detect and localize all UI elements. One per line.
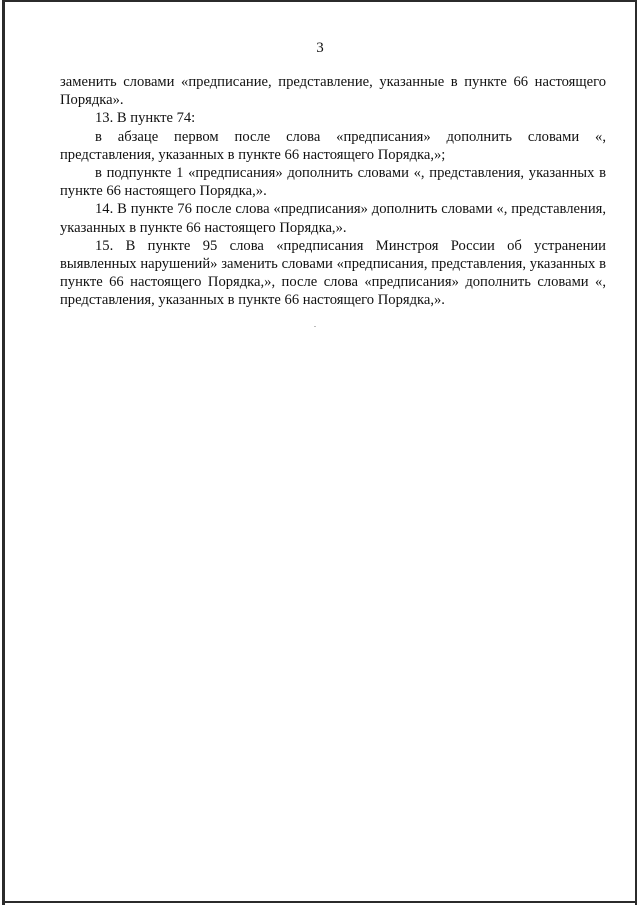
scan-border-top [2, 0, 637, 2]
paragraph-item-15: 15. В пункте 95 слова «предписания Минстроя России об устранении выявленных нарушений» заменить словами «предписания, представления, указанных в пункте 66 настоящего Порядка,», после слова «предписания» дополнить словами «, представления, указанных в пункте 66 настоящего Порядка,». [60, 237, 606, 309]
scan-border-left [2, 0, 5, 905]
paragraph-item-13-first-subparagraph: в абзаце первом после слова «предписания» дополнить словами «, представления, указанных в пункте 66 настоящего Порядка,»; [60, 128, 606, 163]
paragraph-item-14: 14. В пункте 76 после слова «предписания» дополнить словами «, представления, указанных в пункте 66 настоящего Порядка,». [60, 201, 606, 236]
scan-speck [314, 326, 316, 327]
paragraph-item-13: 13. В пункте 74: [95, 110, 196, 127]
document-body [60, 73, 606, 310]
scan-border-right [635, 0, 637, 905]
paragraph-continuation: заменить словами «предписание, представление, указанные в пункте 66 настоящего Порядка». [60, 74, 606, 109]
scan-border-bottom [2, 901, 637, 903]
paragraph-item-13-subpoint-1: в подпункте 1 «предписания» дополнить словами «, представления, указанных в пункте 66 настоящего Порядка,». [60, 165, 606, 200]
page-number: 3 [316, 40, 324, 56]
